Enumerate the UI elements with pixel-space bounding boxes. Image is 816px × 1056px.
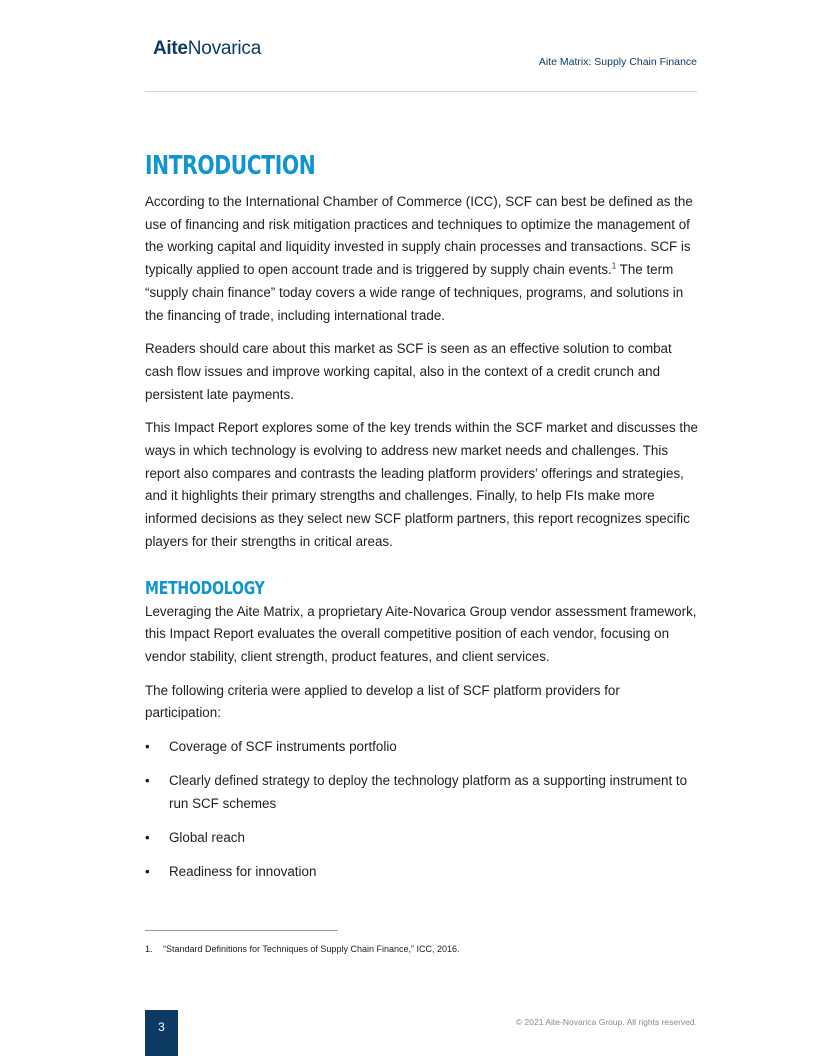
page-content xyxy=(145,150,699,896)
introduction-heading: INTRODUCTION xyxy=(145,151,316,181)
bullet-icon: • xyxy=(145,773,150,789)
introduction-paragraph-1: According to the International Chamber of Commerce (ICC), SCF can best be defined as the use of financing and risk mitigation practices and techniques to optimize the management of the working capital and liquidity invested in supply chain processes and transactions. SCF is typically applied to open account trade and is triggered by supply chain events.$^1$ The term “supply chain finance” today covers a wide range of techniques, programs, and solutions in the financing of trade, including international trade. xyxy=(145,194,693,323)
footnote-number: 1. xyxy=(145,944,153,954)
footnote-divider xyxy=(145,930,338,931)
page-number: 3 xyxy=(145,1010,178,1056)
copyright-notice: © 2021 Aite-Novarica Group. All rights reserved. xyxy=(515,1017,697,1027)
logo-novarica: Novarica xyxy=(187,38,262,59)
introduction-paragraph-3: This Impact Report explores some of the key trends within the SCF market and discusses the ways in which technology is evolving to address new market needs and challenges. This report also compares and contrasts the leading platform providers’ offerings and strategies, and it highlights their primary strengths and challenges. Finally, to help FIs make more informed decisions as they select new SCF platform partners, this report recognizes specific players for their strengths in critical areas. xyxy=(145,420,698,549)
bullet-icon: • xyxy=(145,864,150,880)
criteria-list xyxy=(145,736,699,884)
report-title: Aite Matrix: Supply Chain Finance xyxy=(538,56,697,68)
list-item: • Clearly defined strategy to deploy the technology platform as a supporting instrument to run SCF schemes xyxy=(145,770,699,815)
list-item: • Global reach xyxy=(145,827,699,850)
header-divider xyxy=(145,91,697,92)
footnote-text: “Standard Definitions for Techniques of Supply Chain Finance,” ICC, 2016. xyxy=(163,944,460,954)
footnote xyxy=(145,944,460,954)
bullet-icon: • xyxy=(145,739,150,755)
list-item: • Coverage of SCF instruments portfolio xyxy=(145,736,699,759)
methodology-paragraph-2: The following criteria were applied to develop a list of SCF platform providers for participation: xyxy=(145,682,620,721)
list-item: • Readiness for innovation xyxy=(145,861,699,884)
introduction-paragraph-2: Readers should care about this market as SCF is seen as an effective solution to combat cash flow issues and improve working capital, also in the context of a credit crunch and persistent late payments. xyxy=(145,341,672,402)
methodology-paragraph-1: Leveraging the Aite Matrix, a proprietary Aite-Novarica Group vendor assessment framework, this Impact Report evaluates the overall competitive position of each vendor, focusing on vendor stability, client strength, product features, and client services. xyxy=(145,603,697,664)
footnote-reference[interactable]: 1 xyxy=(611,261,617,271)
logo-aite: Aite xyxy=(153,38,188,59)
company-logo xyxy=(153,38,261,60)
methodology-heading: METHODOLOGY xyxy=(145,577,265,599)
bullet-icon: • xyxy=(145,830,150,846)
